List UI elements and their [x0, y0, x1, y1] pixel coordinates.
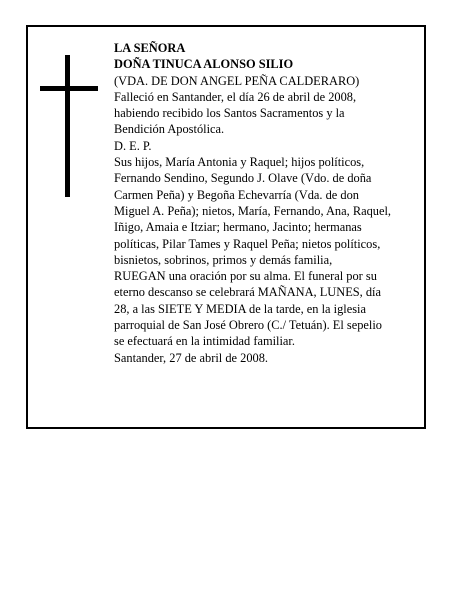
body-line: 28, a las SIETE Y MEDIA de la tarde, en la iglesia — [114, 301, 366, 316]
body-line: Sus hijos, María Antonia y Raquel; hijos políticos, — [114, 155, 365, 170]
body-line: políticas, Pilar Tames y Raquel Peña; nietos políticos, — [114, 236, 381, 251]
body-line: D. E. P. — [114, 138, 152, 153]
body-line: RUEGAN una oración por su alma. El funeral por su — [114, 269, 377, 284]
body-line: Miguel A. Peña); nietos, María, Fernando, Ana, Raquel, — [114, 203, 392, 218]
body-line: Santander, 27 de abril de 2008. — [114, 350, 268, 365]
cross-horizontal-bar — [40, 86, 98, 91]
body-line: eterno descanso se celebrará MAÑANA, LUNES, día — [114, 285, 381, 300]
body-line: Iñigo, Amaia e Itziar; hermano, Jacinto; hermanas — [114, 220, 362, 235]
body-line: Carmen Peña) y Begoña Echevarría (Vda. de don — [114, 187, 359, 202]
body-line: Fernando Sendino, Segundo J. Olave (Vdo. de doña — [114, 171, 372, 186]
notice-heading: LA SEÑORA — [114, 41, 186, 55]
body-line: habiendo recibido los Santos Sacramentos y la — [114, 106, 345, 121]
cross-vertical-bar — [65, 55, 70, 197]
body-line: Bendición Apostólica. — [114, 122, 225, 137]
body-line: se efectuará en la intimidad familiar. — [114, 334, 295, 349]
deceased-name: DOÑA TINUCA ALONSO SILIO — [114, 57, 294, 72]
notice-subtitle: (VDA. DE DON ANGEL PEÑA CALDERARO) — [114, 73, 360, 88]
obituary-notice — [26, 25, 426, 429]
cross-icon — [40, 55, 98, 197]
body-line: Falleció en Santander, el día 26 de abril de 2008, — [114, 89, 357, 104]
body-line: parroquial de San José Obrero (C./ Tetuán). El sepelio — [114, 318, 382, 333]
notice-text-block — [114, 40, 426, 366]
body-line: bisnietos, sobrinos, primos y demás familia, — [114, 252, 333, 267]
